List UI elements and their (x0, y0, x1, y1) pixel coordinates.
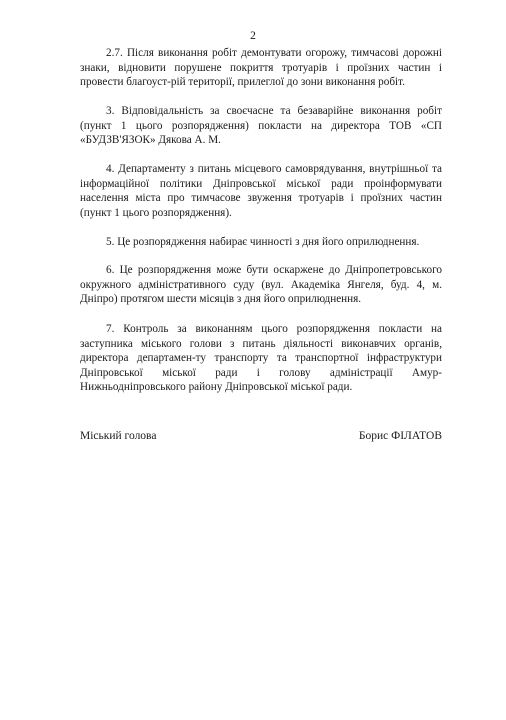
paragraph-6: 6. Це розпорядження може бути оскаржене до Дніпропетровського окружного адміністративного суду (вул. Академіка Янгеля, буд. 4, м. Дніпро) протягом шести місяців з дня його оприлюднення. (80, 264, 442, 306)
paragraph-5: 5. Це розпорядження набирає чинності з дня його оприлюднення. (106, 236, 420, 248)
paragraph-7: 7. Контроль за виконанням цього розпорядження покласти на заступника міського голови з питань діяльності виконавчих органів, директора департамен-ту транспорту та транспортної інфраструктури Дніпровської міської ради і голову адміністрації Амур-Нижньодніпровського району Дніпровської міської ради. (80, 323, 442, 394)
paragraph-4: 4. Департаменту з питань місцевого самоврядування, внутрішньої та інформаційної політики Дніпровської міської ради проінформувати населення міста про тимчасове звуження тротуарів і проїзних частин (пункт 1 цього розпорядження). (80, 163, 442, 219)
page-number: 2 (250, 30, 256, 42)
paragraph-3: 3. Відповідальність за своєчасне та безаварійне виконання робіт (пункт 1 цього розпорядження) покласти на директора ТОВ «СП «БУДЗВ'ЯЗОК» Дякова А. М. (80, 105, 442, 147)
paragraph-2-7: 2.7. Після виконання робіт демонтувати огорожу, тимчасові дорожні знаки, відновити порушене покриття тротуарів і проїзних частин і провести благоуст-рій території, прилеглої до зони виконання робіт. (80, 47, 442, 89)
signature-name: Борис ФІЛАТОВ (358, 430, 442, 442)
signature-position: Міський голова (80, 430, 157, 442)
